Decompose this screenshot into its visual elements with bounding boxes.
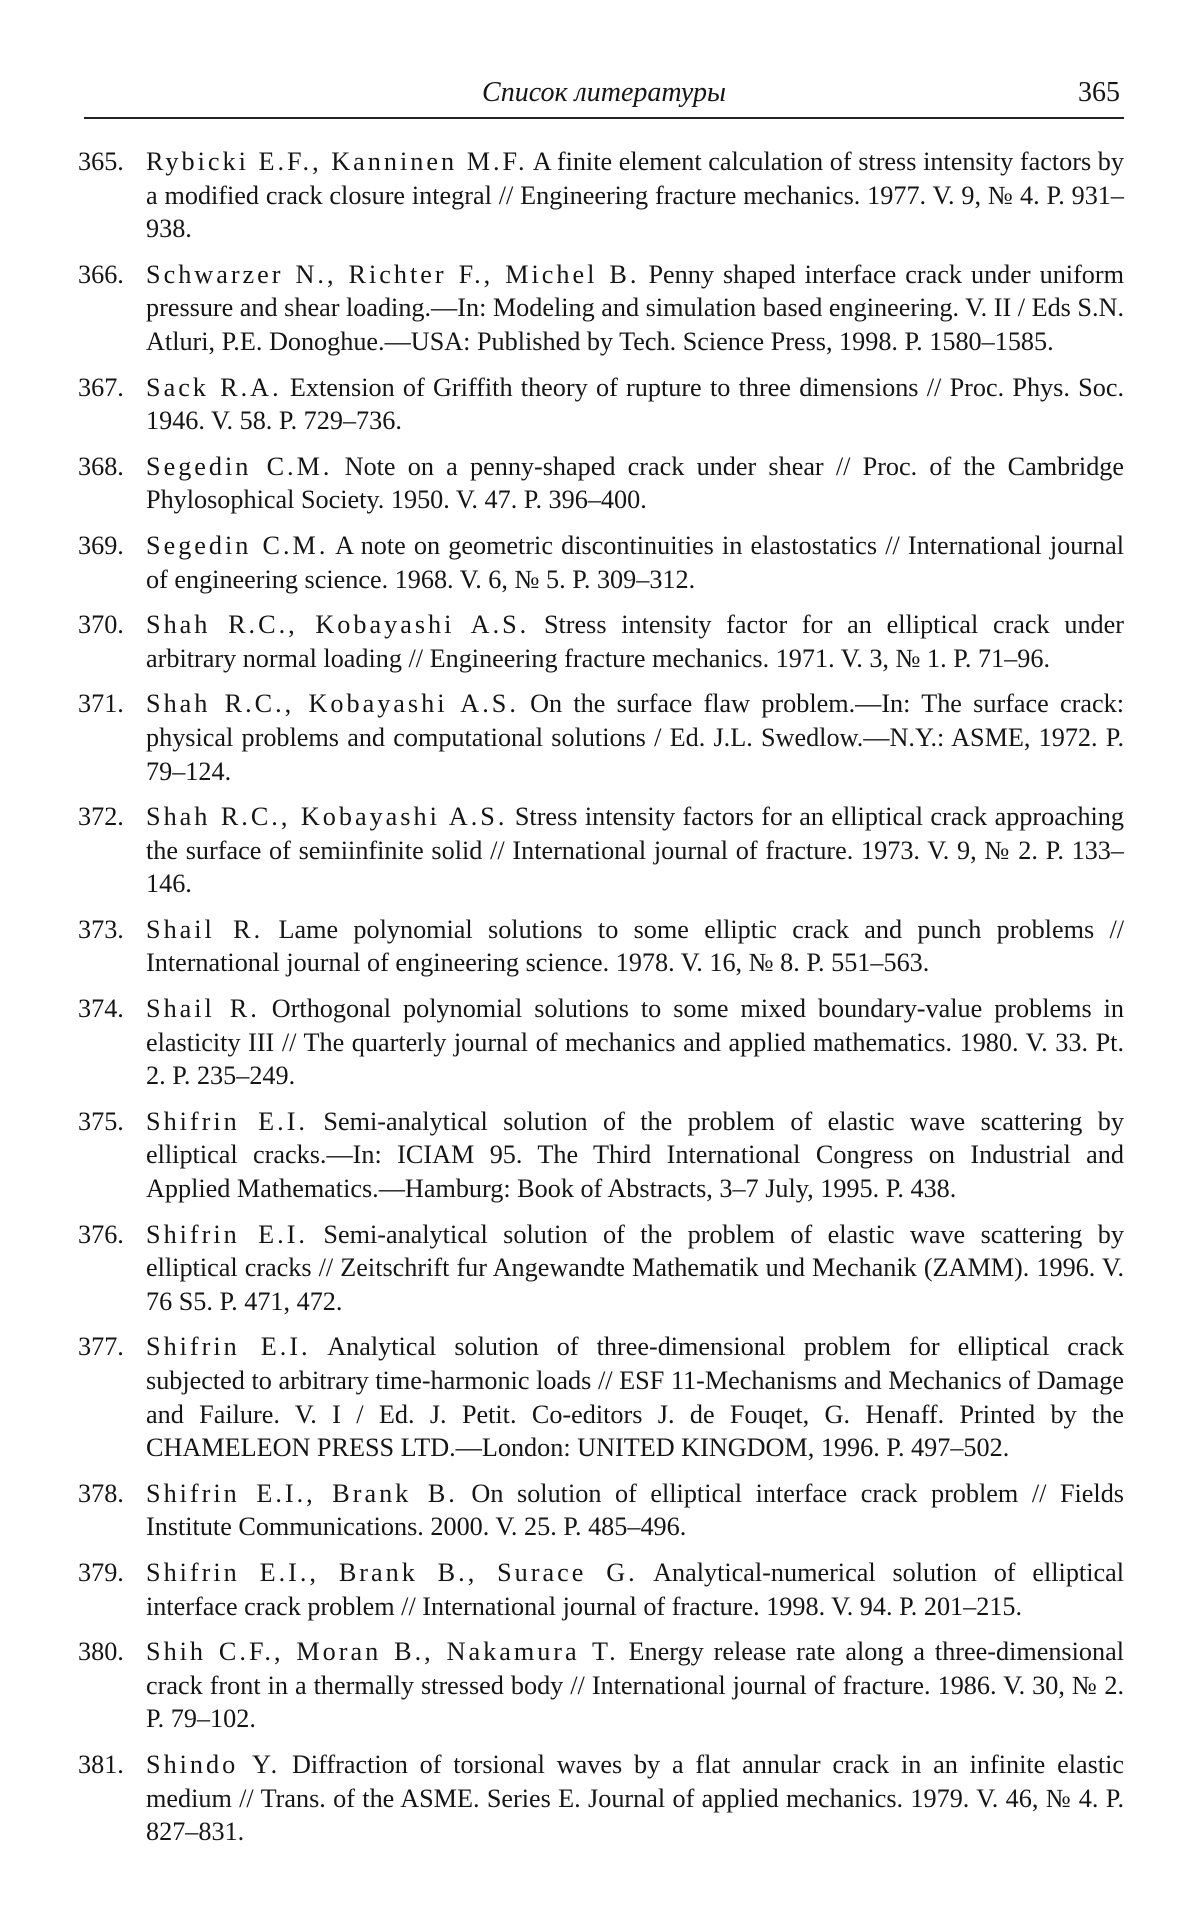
reference-item — [78, 450, 1124, 517]
reference-item — [78, 1477, 1124, 1544]
reference-authors: Shah R.C., Kobayashi A.S. — [146, 802, 508, 832]
reference-number: 376. — [78, 1219, 124, 1249]
reference-text: Stress intensity factor for an elliptical crack under arbitrary normal loading // Engineering fracture mechanics. 1971. V. 3, № 1. P. 71–96. — [146, 610, 1124, 673]
running-title: Список литературы — [482, 77, 726, 108]
reference-number: 373. — [78, 914, 124, 944]
reference-item — [78, 1330, 1124, 1464]
reference-item — [78, 1748, 1124, 1849]
reference-text: Analytical solution of three-dimensional problem for elliptical crack subjected to arbitrary time-harmonic loads // ESF 11-Mechanisms and Mechanics of Damage and Failure. V. I / Ed. J. Petit. Co-editors J. de Fouqet, G. Henaff. Printed by the CHAMELEON PRESS LTD.—London: UNITED KINGDOM, 1996. P. 497–502. — [146, 1332, 1124, 1463]
page-header — [84, 75, 1124, 119]
reference-item — [78, 1556, 1124, 1623]
reference-authors: Rybicki E.F., Kanninen M.F. — [146, 147, 528, 176]
reference-authors: Shail R. — [146, 914, 264, 944]
reference-text: Analytical-numerical solution of elliptical interface crack problem // International journal of fracture. 1998. V. 94. P. 201–215. — [146, 1557, 1125, 1621]
reference-authors: Segedin C.M. — [146, 530, 329, 560]
reference-number: 369. — [78, 530, 124, 560]
reference-text: A finite element calculation of stress intensity factors by a modified crack closure integral // Engineering fracture mechanics. 1977. V. 9, № 4. P. 931–938. — [146, 147, 1124, 244]
reference-number: 378. — [78, 1478, 124, 1508]
reference-authors: Shah R.C., Kobayashi A.S. — [146, 610, 530, 640]
reference-number: 379. — [78, 1557, 124, 1587]
reference-item — [78, 687, 1124, 788]
reference-authors: Segedin C.M. — [146, 451, 333, 481]
reference-number: 377. — [78, 1332, 124, 1362]
reference-number: 372. — [78, 802, 124, 832]
reference-item — [78, 992, 1124, 1093]
reference-item — [78, 1218, 1124, 1319]
reference-text: Stress intensity factors for an elliptical crack approaching the surface of semiinfinite solid // International journal of fracture. 1973. V. 9, № 2. P. 133–146. — [146, 802, 1124, 899]
reference-authors: Shah R.C., Kobayashi A.S. — [146, 689, 519, 719]
reference-number: 367. — [78, 372, 124, 402]
reference-text: On the surface flaw problem.—In: The surface crack: physical problems and computational solutions / Ed. J.L. Swedlow.—N.Y.: ASME, 1972. P. 79–124. — [146, 689, 1124, 786]
reference-number: 368. — [78, 451, 124, 481]
reference-authors: Shifrin E.I. — [146, 1106, 308, 1136]
reference-item — [78, 145, 1124, 246]
reference-number: 365. — [78, 147, 124, 176]
reference-item — [78, 913, 1124, 980]
reference-item — [78, 371, 1124, 438]
reference-text: Diffraction of torsional waves by a flat annular crack in an infinite elastic medium // Trans. of the ASME. Series E. Journal of applied mechanics. 1979. V. 46, № 4. P. 827–831. — [146, 1749, 1124, 1847]
reference-authors: Schwarzer N., Richter F., Michel B. — [146, 259, 640, 289]
reference-text: A note on geometric discontinuities in elastostatics // International journal of engineering science. 1968. V. 6, № 5. P. 309–312. — [146, 530, 1125, 594]
reference-text: Semi-analytical solution of the problem of elastic wave scattering by elliptical cracks.—In: ICIAM 95. The Third International Congress on Industrial and Applied Mathematics.—Hamburg: Book of Abstracts, 3–7 July, 1995. P. 438. — [146, 1106, 1124, 1204]
reference-authors: Shifrin E.I. — [146, 1332, 311, 1362]
reference-number: 366. — [78, 259, 124, 289]
reference-list — [78, 145, 1124, 1861]
reference-text: Note on a penny-shaped crack under shear // Proc. of the Cambridge Phylosophical Society. 1950. V. 47. P. 396–400. — [146, 451, 1125, 515]
reference-item — [78, 529, 1124, 596]
reference-text: Penny shaped interface crack under uniform pressure and shear loading.—In: Modeling and simulation based engineering. V. II / Eds S.N. Atluri, P.E. Donoghue.—USA: Published by Tech. Science Press, 1998. P. 1580–1585. — [146, 259, 1124, 356]
reference-item — [78, 800, 1124, 901]
reference-item — [78, 608, 1124, 675]
reference-item — [78, 1105, 1124, 1206]
reference-text: Lame polynomial solutions to some elliptic crack and punch problems // International journal of engineering science. 1978. V. 16, № 8. P. 551–563. — [146, 914, 1124, 978]
reference-text: Extension of Griffith theory of rupture to three dimensions // Proc. Phys. Soc. 1946. V. 58. P. 729–736. — [146, 372, 1124, 436]
reference-number: 381. — [78, 1749, 124, 1779]
reference-text: Orthogonal polynomial solutions to some mixed boundary-value problems in elasticity III // The quarterly journal of mechanics and applied mathematics. 1980. V. 33. Pt. 2. P. 235–249. — [146, 994, 1124, 1091]
reference-authors: Shindo Y. — [146, 1749, 281, 1779]
reference-number: 374. — [78, 994, 124, 1024]
reference-item — [78, 258, 1124, 359]
reference-authors: Shifrin E.I., Brank B. — [146, 1478, 458, 1508]
reference-authors: Shifrin E.I., Brank B., Surace G. — [146, 1557, 638, 1587]
reference-authors: Shifrin E.I. — [146, 1219, 308, 1249]
reference-item — [78, 1635, 1124, 1736]
reference-authors: Shail R. — [146, 994, 260, 1024]
reference-number: 375. — [78, 1106, 124, 1136]
reference-authors: Sack R.A. — [146, 372, 282, 402]
reference-number: 380. — [78, 1637, 124, 1667]
reference-number: 370. — [78, 610, 124, 640]
reference-text: On solution of elliptical interface crack problem // Fields Institute Communications. 2000. V. 25. P. 485–496. — [146, 1478, 1124, 1542]
reference-text: Energy release rate along a three-dimensional crack front in a thermally stressed body // International journal of fracture. 1986. V. 30, № 2. P. 79–102. — [146, 1637, 1124, 1734]
reference-text: Semi-analytical solution of the problem of elastic wave scattering by elliptical cracks // Zeitschrift fur Angewandte Mathematik und Mechanik (ZAMM). 1996. V. 76 S5. P. 471, 472. — [146, 1219, 1124, 1316]
reference-number: 371. — [78, 689, 124, 719]
reference-authors: Shih C.F., Moran B., Nakamura T. — [146, 1637, 619, 1667]
page-number: 365 — [1078, 77, 1120, 108]
